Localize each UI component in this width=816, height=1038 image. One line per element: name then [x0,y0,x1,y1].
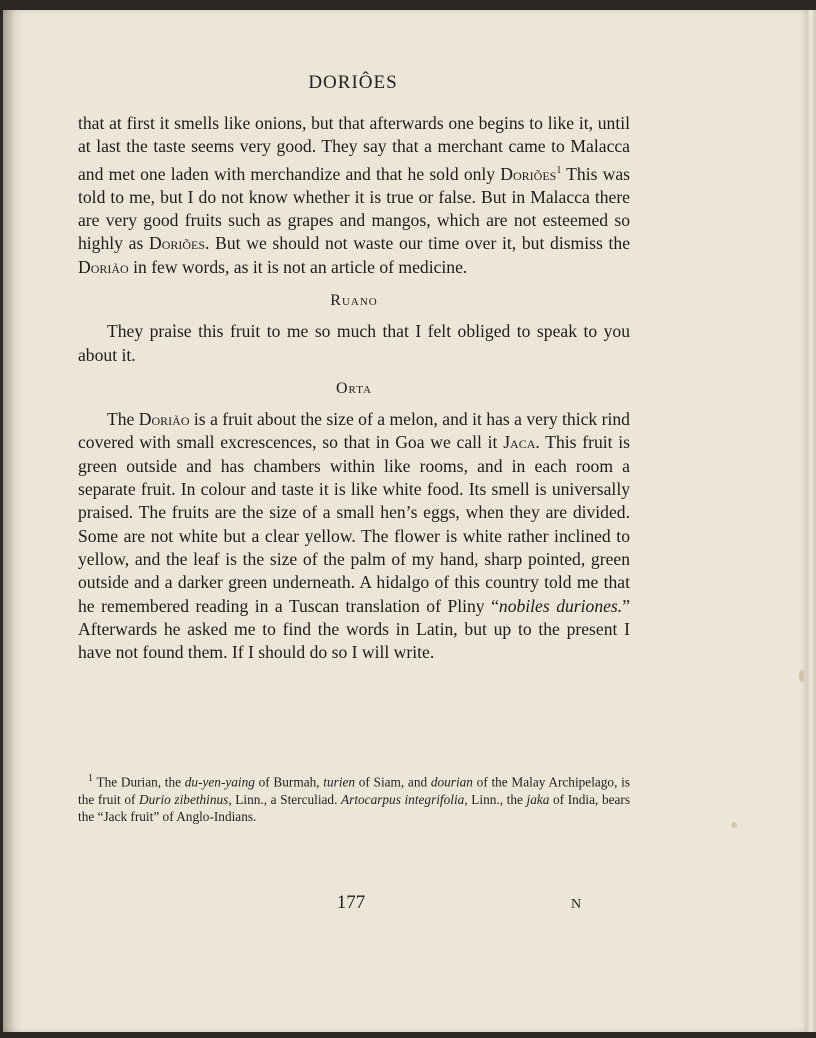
italic-term: du-yen-yaing [184,774,255,790]
small-caps-name: Doriões [149,233,206,254]
paper-stain [799,670,804,682]
body-text [78,112,630,664]
speaker-heading: Ruano [330,291,378,309]
signature-mark: N [571,897,582,912]
small-caps-name: Doriões [500,163,557,184]
footnote-marker: 1 [556,164,562,176]
small-caps-name: Dorião [138,409,190,430]
footnote [78,770,630,826]
small-caps-name: Dorião [78,256,129,277]
paragraph: that at first it smells like onions, but that afterwards one begins to like it, until at last the taste seems very good. They say that a merchant came to Malacca and met one laden with merchandize and that he sold only Doriões$^1$ This was told to me, but I do not know whether it is true or false. But in Malacca there are very good fruits such as grapes and mangos, which are not esteemed so highly as Doriões. But we should not waste our time over it, but dismiss the Dorião in few words, as it is not an article of medicine. [78,113,630,277]
italic-term: jaka [526,791,550,807]
italic-term: nobiles duriones. [498,595,623,616]
footnote-marker: 1 [88,773,93,784]
italic-term: dourian [430,774,473,790]
italic-term: Durio zibethinus [139,791,229,807]
running-header: DORIÔES [308,72,398,93]
book-page [3,10,809,1032]
italic-term: turien [323,774,356,790]
paper-stain [731,822,737,828]
page-number: 177 [336,892,366,913]
footnote-text: $^1$ The Durian, the du-yen-yaing of Burmah, turien of Siam, and dourian of the Malay Archipelago, is the fruit of Durio zibethinus, Linn., a Sterculiad. Artocarpus integrifolia, Linn., the jaka of India, bears the “Jack fruit” of Anglo-Indians. [78,773,631,825]
page-edge [807,10,816,1032]
speaker-heading: Orta [335,379,372,397]
small-caps-name: Jaca [503,432,536,453]
italic-term: Artocarpus integrifolia [341,791,465,807]
paragraph: They praise this fruit to me so much that I felt obliged to speak to you about it. [78,321,630,365]
paragraph: The Dorião is a fruit about the size of a melon, and it has a very thick rind covered with small excrescences, so that in Goa we call it Jaca. This fruit is green outside and has chambers within like rooms, and in each room a separate fruit. In colour and taste it is like white food. Its smell is universally praised. The fruits are the size of a small hen’s eggs, when they are divided. Some are not white but a clear yellow. The flower is white rather inclined to yellow, and the leaf is the size of the palm of my hand, sharp pointed, green outside and a darker green underneath. A hidalgo of this country told me that he remembered reading in a Tuscan translation of Pliny “nobiles duriones.” Afterwards he asked me to find the words in Latin, but up to the present I have not found them. If I should do so I will write. [78,409,630,663]
